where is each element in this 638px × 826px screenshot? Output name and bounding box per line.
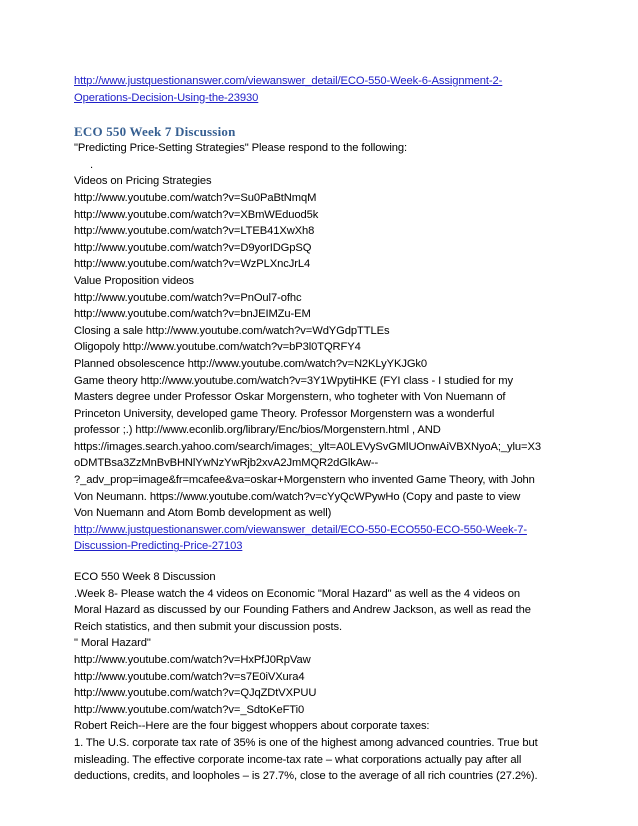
reich-intro: Robert Reich--Here are the four biggest whoppers about corporate taxes: [74,720,430,733]
game-theory-line: Princeton University, developed game Theory. Professor Morgenstern was a wonderful [74,407,495,420]
week8-intro-line: Moral Hazard as discussed by our Founding Fathers and Andrew Jackson, as well as read the [74,604,531,617]
moral-hazard-video-url[interactable]: http://www.youtube.com/watch?v=_SdtoKeFTi0 [74,703,305,716]
oligopoly-line[interactable]: Oligopoly http://www.youtube.com/watch?v=bP3l0TQRFY4 [74,341,361,354]
moral-hazard-video-url[interactable]: http://www.youtube.com/watch?v=QJqZDtVXPUU [74,687,317,700]
week8-intro-line: Reich statistics, and then submit your discussion posts. [74,620,342,633]
moral-hazard-video-url[interactable]: http://www.youtube.com/watch?v=s7E0iVXura4 [74,670,305,683]
game-theory-line: ?_adv_prop=image&fr=mcafee&va=oskar+Morgenstern who invented Game Theory, with John [74,474,535,487]
pricing-video-url[interactable]: http://www.youtube.com/watch?v=WzPLXncJrL4 [74,258,311,271]
game-theory-line: oDMTBsa3ZzMnBvBHNlYwNzYwRjb2xvA2JmMQR2dGlkAw-- [74,457,379,470]
value-proposition-heading: Value Proposition videos [74,274,194,287]
game-theory-line: Von Neumann. https://www.youtube.com/watch?v=cYyQcWPywHo (Copy and paste to view [74,490,521,503]
pricing-video-url[interactable]: http://www.youtube.com/watch?v=D9yorIDGpSQ [74,241,312,254]
closing-sale-line[interactable]: Closing a sale http://www.youtube.com/watch?v=WdYGdpTTLEs [74,324,390,337]
week8-heading: ECO 550 Week 8 Discussion [74,571,216,584]
week7-prompt: "Predicting Price-Setting Strategies" Please respond to the following: [74,142,408,155]
game-theory-line: https://images.search.yahoo.com/search/images;_ylt=A0LEVySvGMlUOnwAiVBXNyoA;_ylu=X3 [74,440,541,453]
game-theory-line: professor ;.) http://www.econlib.org/library/Enc/bios/Morgenstern.html , AND [74,424,441,437]
moral-hazard-heading: " Moral Hazard" [74,637,151,650]
game-theory-line: Von Nuemann and Atom Bomb development as well) [74,507,332,520]
section-spacer [74,555,574,569]
pricing-video-url[interactable]: http://www.youtube.com/watch?v=Su0PaBtNmqM [74,191,317,204]
pricing-video-url[interactable]: http://www.youtube.com/watch?v=XBmWEduod5k [74,208,319,221]
game-theory-line: Masters degree under Professor Oskar Morgenstern, who togheter with Von Nuemann of [74,391,506,404]
value-proposition-video-url[interactable]: http://www.youtube.com/watch?v=bnJEIMZu-EM [74,308,311,321]
planned-obsolescence-line[interactable]: Planned obsolescence http://www.youtube.com/watch?v=N2KLyYKJGk0 [74,357,428,370]
point1-line: 1. The U.S. corporate tax rate of 35% is one of the highest among advanced countries. True but [74,736,538,749]
week7-discussion-link-line-2[interactable]: Discussion-Predicting-Price-27103 [74,540,243,553]
pricing-videos-heading: Videos on Pricing Strategies [74,175,212,188]
point1-line: misleading. The effective corporate income-tax rate – what corporations actually pay after all [74,753,522,766]
point1-line: deductions, credits, and loopholes – is 27.7%, close to the average of all rich countries (27.2%). [74,770,538,783]
moral-hazard-video-url[interactable]: http://www.youtube.com/watch?v=HxPfJ0RpVaw [74,654,311,666]
week8-intro-line: .Week 8- Please watch the 4 videos on Economic "Moral Hazard" as well as the 4 videos on [74,587,521,600]
week6-assignment-link-line-1[interactable]: http://www.justquestionanswer.com/viewanswer_detail/ECO-550-Week-6-Assignment-2- [74,75,503,87]
week7-bullet: . [90,158,94,171]
pricing-video-url[interactable]: http://www.youtube.com/watch?v=LTEB41XwXh8 [74,225,315,238]
week7-heading: ECO 550 Week 7 Discussion [74,124,236,140]
game-theory-line: Game theory http://www.youtube.com/watch?v=3Y1WpytiHKE (FYI class - I studied for my [74,374,513,387]
value-proposition-video-url[interactable]: http://www.youtube.com/watch?v=PnOul7-ofhc [74,291,302,304]
week6-assignment-link-line-2[interactable]: Operations-Decision-Using-the-23930 [74,91,259,104]
document-body [74,73,574,785]
week7-discussion-link-line-1[interactable]: http://www.justquestionanswer.com/viewanswer_detail/ECO-550-ECO550-ECO-550-Week-7- [74,523,527,536]
